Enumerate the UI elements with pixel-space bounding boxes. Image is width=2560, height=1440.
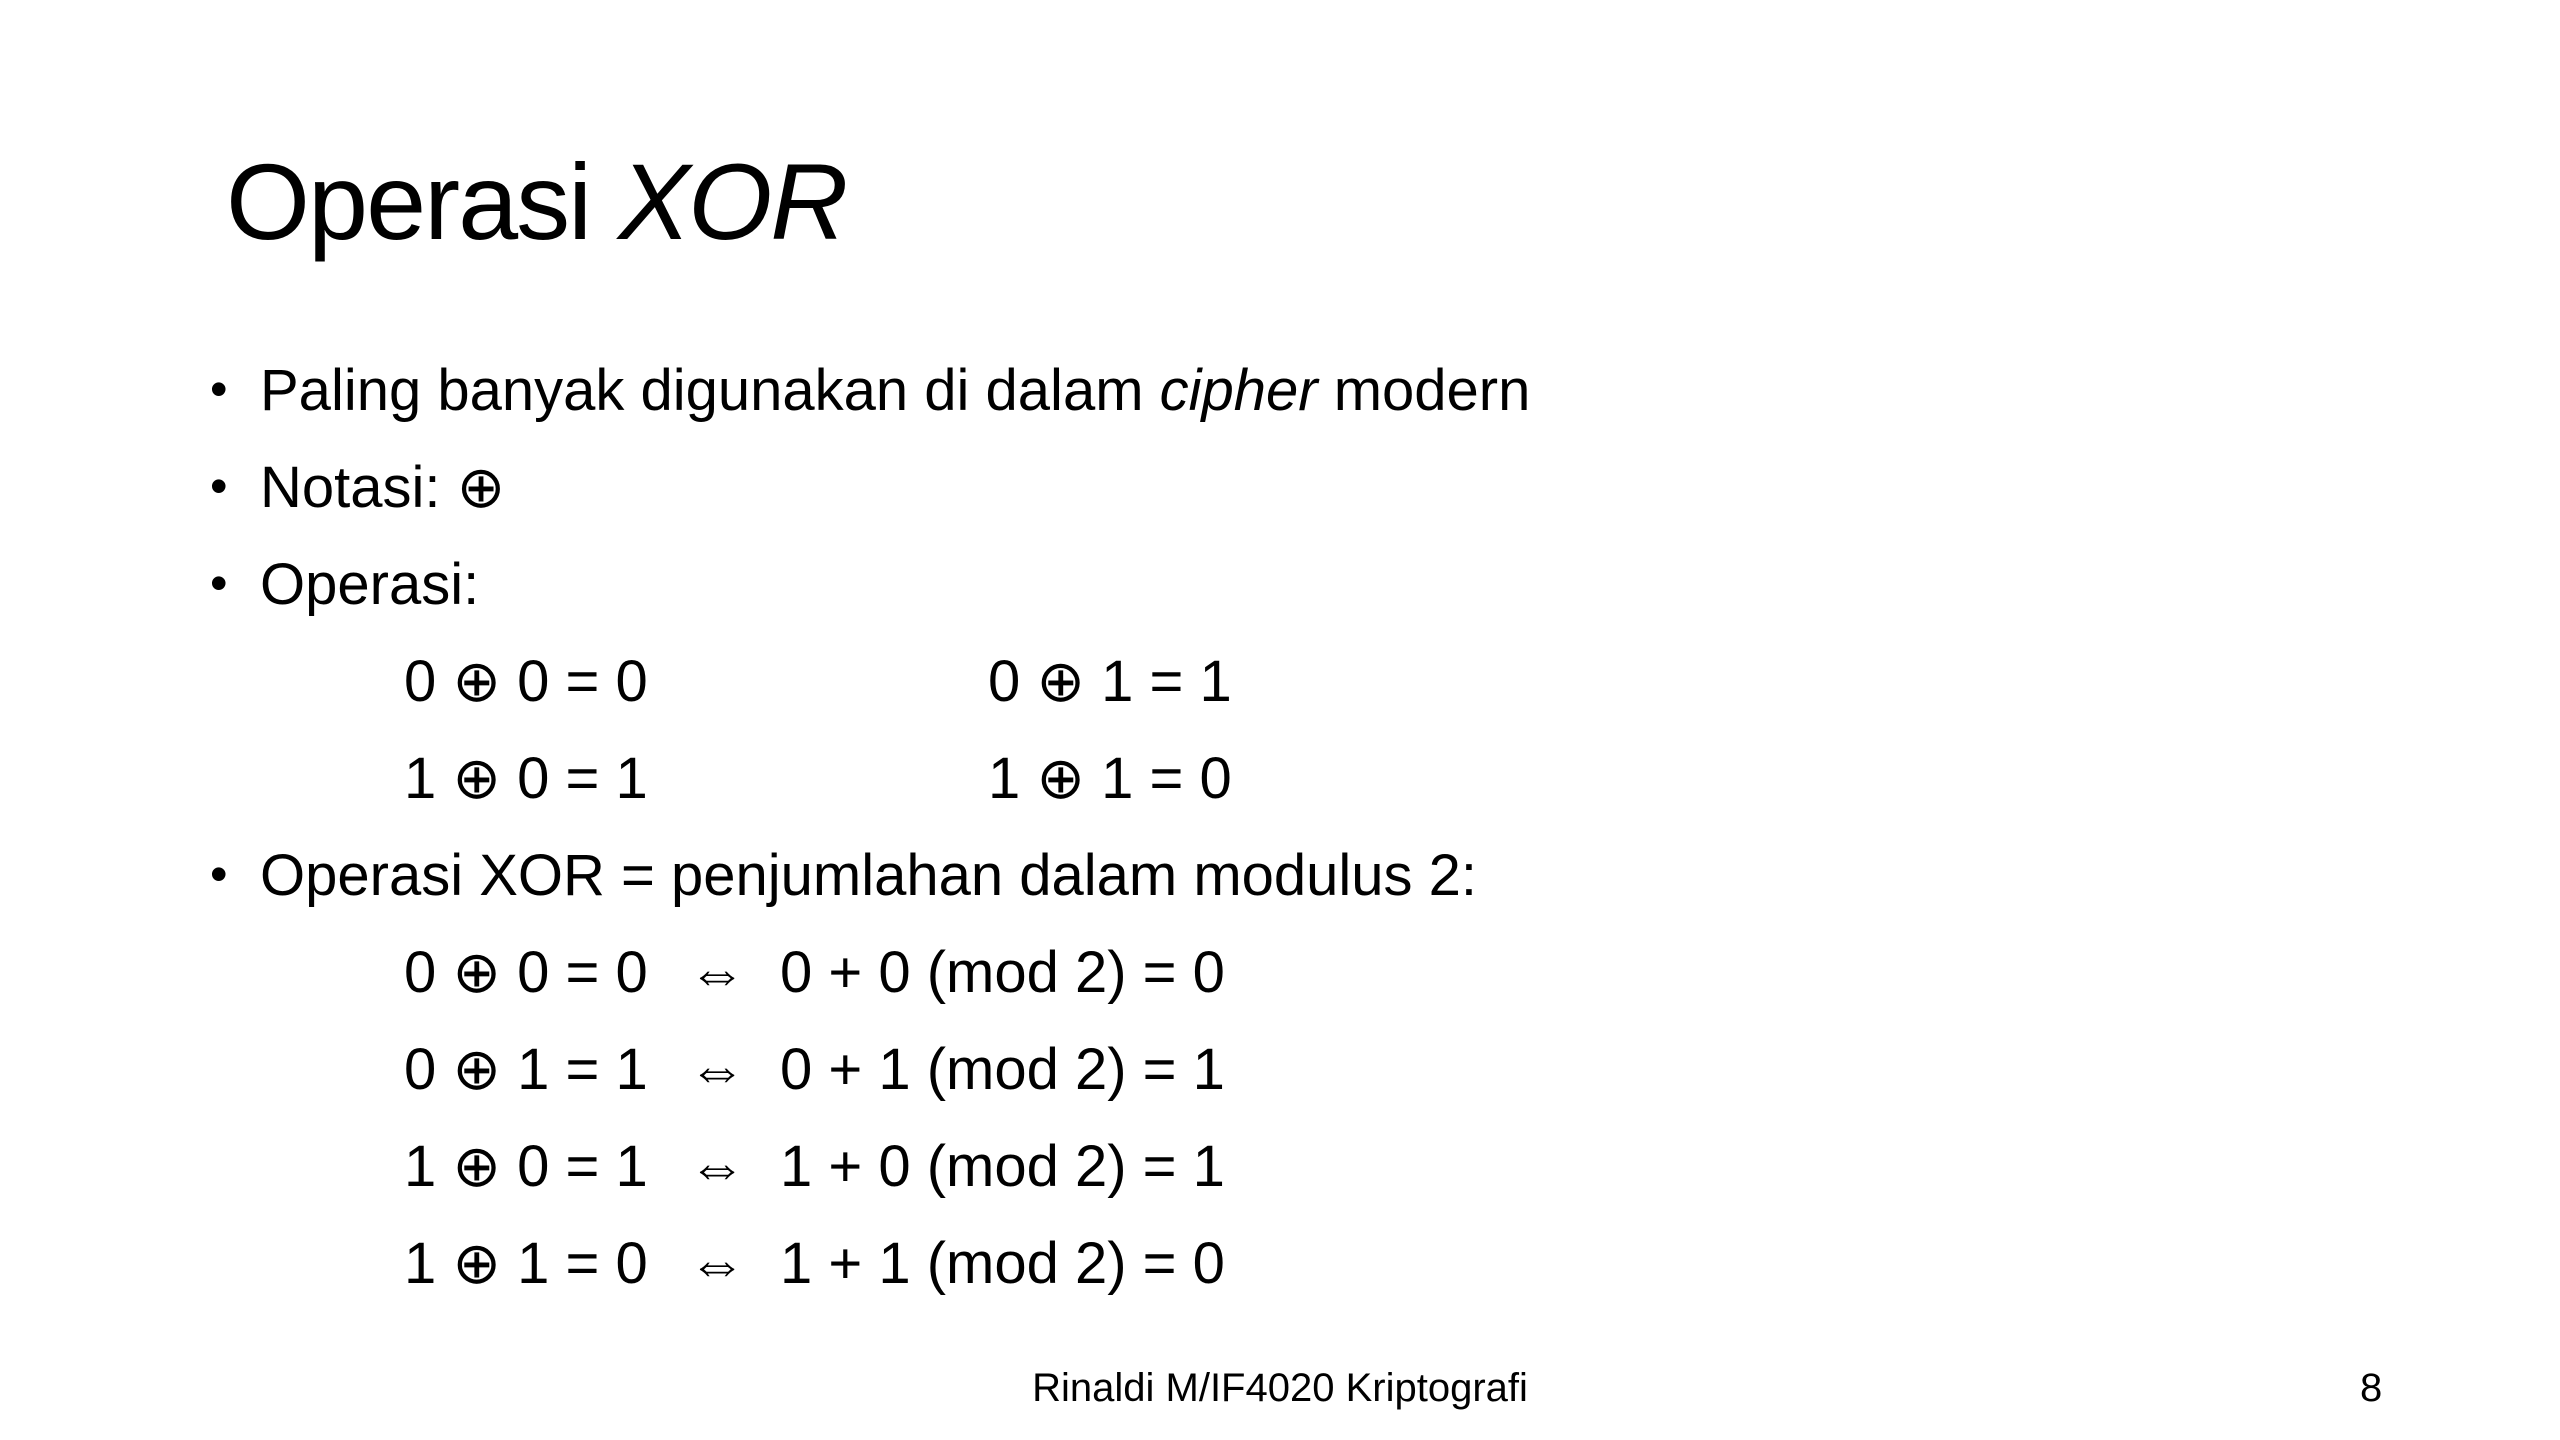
bullet-text: Operasi: <box>260 552 480 617</box>
bullet-text: Notasi: ⊕ <box>260 455 506 520</box>
bullet-dot: • <box>210 361 228 417</box>
iff-symbol: ⇔ <box>688 1037 746 1102</box>
operation-cell: 1 ⊕ 0 = 1 <box>404 746 648 811</box>
bullet-item <box>210 358 1531 423</box>
modulo-expression: 1 + 1 (mod 2) = 0 <box>780 1231 1225 1296</box>
footer-author: Rinaldi M/IF4020 Kriptografi <box>1032 1366 1528 1410</box>
title-emphasis: XOR <box>618 141 847 262</box>
title-prefix: Operasi <box>226 141 619 262</box>
operation-cell: 1 ⊕ 1 = 0 <box>988 746 1232 811</box>
iff-symbol: ⇔ <box>688 1231 746 1296</box>
modulo-expression: 1 + 0 (mod 2) = 1 <box>780 1134 1225 1199</box>
bullet-text: Operasi XOR = penjumlahan dalam modulus 2: <box>260 843 1478 908</box>
slide-title <box>226 141 847 262</box>
operation-cell: 0 ⊕ 1 = 1 <box>988 649 1232 714</box>
page-number: 8 <box>2360 1366 2383 1410</box>
bullet-text-em: cipher <box>1159 358 1318 423</box>
bullet-text-post: modern <box>1317 358 1531 423</box>
bullet-item <box>210 552 480 617</box>
iff-symbol: ⇔ <box>688 1134 746 1199</box>
modulo-xor: 0 ⊕ 1 = 1 <box>404 1037 648 1102</box>
modulo-expression: 0 + 1 (mod 2) = 1 <box>780 1037 1225 1102</box>
bullet-text-pre: Paling banyak digunakan di dalam <box>260 358 1160 423</box>
bullet-dot: • <box>210 458 228 514</box>
bullet-dot: • <box>210 846 228 902</box>
operation-cell: 0 ⊕ 0 = 0 <box>404 649 648 714</box>
modulo-xor: 1 ⊕ 1 = 0 <box>404 1231 648 1296</box>
bullet-text <box>260 358 1531 423</box>
bullet-item <box>210 455 506 520</box>
modulo-xor: 1 ⊕ 0 = 1 <box>404 1134 648 1199</box>
bullet-dot: • <box>210 555 228 611</box>
bullet-item <box>210 843 1478 908</box>
modulo-expression: 0 + 0 (mod 2) = 0 <box>780 940 1225 1005</box>
iff-symbol: ⇔ <box>688 940 746 1005</box>
modulo-xor: 0 ⊕ 0 = 0 <box>404 940 648 1005</box>
